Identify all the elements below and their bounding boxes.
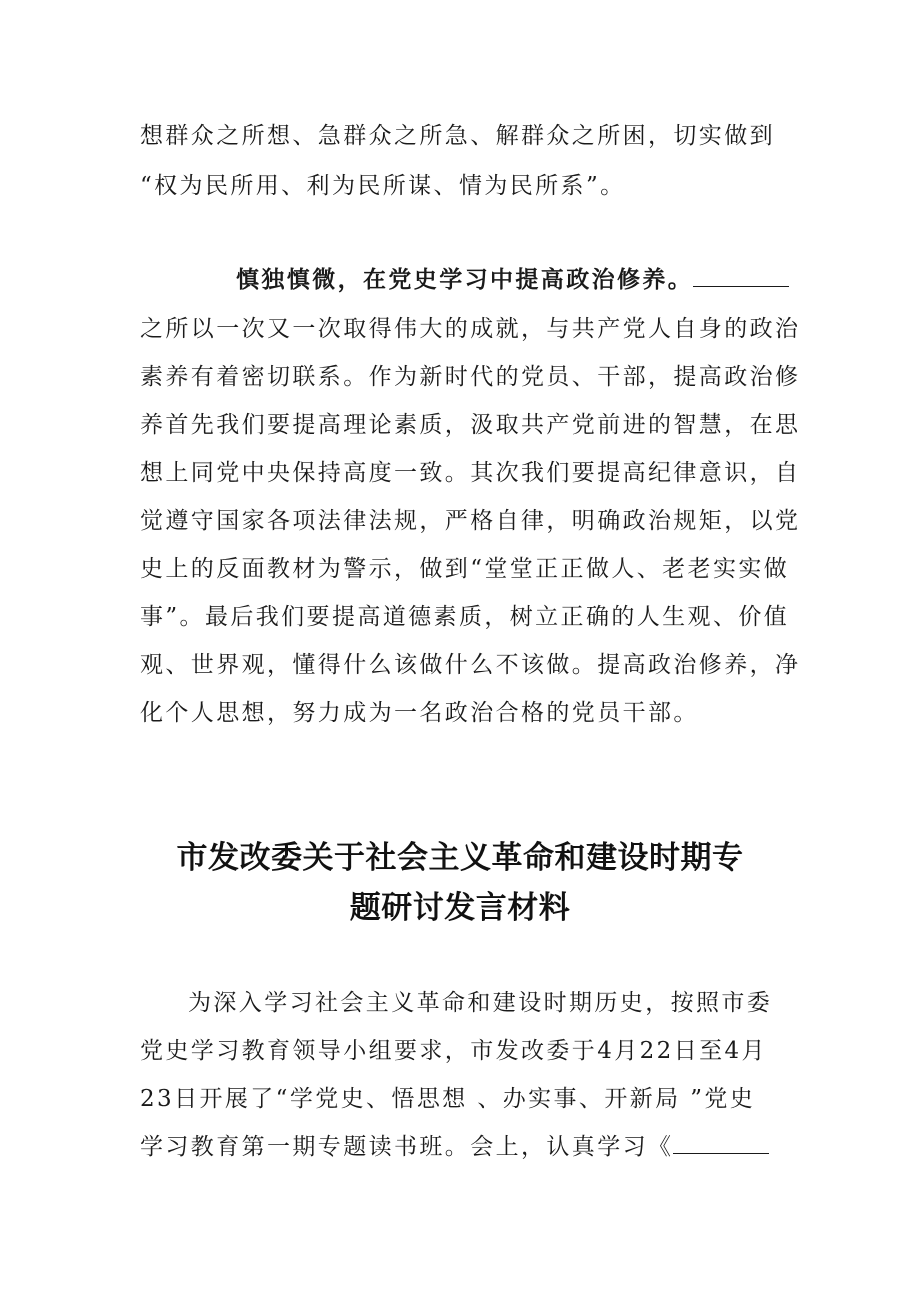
paragraph-line: 化个人思想，努力成为一名政治合格的党员干部。 bbox=[140, 700, 699, 726]
paragraph-line-with-blank bbox=[140, 1132, 769, 1162]
paragraph-line: “权为民所用、利为民所谋、情为民所系”。 bbox=[140, 173, 626, 199]
article-title-line2: 题研讨发言材料 bbox=[349, 890, 571, 926]
article-title-line1: 市发改委关于社会主义革命和建设时期专 bbox=[176, 840, 744, 876]
paragraph-line: 观、世界观，懂得什么该做什么不该做。提高政治修养，净 bbox=[140, 652, 801, 678]
paragraph-line: 觉遵守国家各项法律法规，严格自律，明确政治规矩，以党 bbox=[140, 508, 801, 534]
paragraph-text: 学习教育第一期专题读书班。会上，认真学习《 bbox=[140, 1134, 674, 1160]
paragraph-line: 23日开展了“学党史、悟思想 、办实事、开新局 ”党史 bbox=[140, 1086, 756, 1112]
paragraph-line: 史上的反面教材为警示，做到“堂堂正正做人、老老实实做 bbox=[140, 556, 790, 582]
paragraph-line: 为深入学习社会主义革命和建设时期历史，按照市委 bbox=[188, 990, 773, 1016]
paragraph-line: 素养有着密切联系。作为新时代的党员、干部，提高政治修 bbox=[140, 364, 801, 390]
paragraph-line: 想群众之所想、急群众之所急、解群众之所困，切实做到 bbox=[140, 123, 775, 149]
paragraph-line: 想上同党中央保持高度一致。其次我们要提高纪律意识，自 bbox=[140, 460, 801, 486]
blank-underline bbox=[673, 1133, 769, 1154]
paragraph-line: 养首先我们要提高理论素质，汲取共产党前进的智慧，在思 bbox=[140, 412, 801, 438]
section-heading-line bbox=[236, 265, 789, 295]
blank-underline bbox=[693, 266, 789, 287]
paragraph-line: 事”。最后我们要提高道德素质，树立正确的人生观、价值 bbox=[140, 604, 790, 630]
paragraph-line: 之所以一次又一次取得伟大的成就，与共产党人自身的政治 bbox=[140, 316, 801, 342]
section-heading: 慎独慎微，在党史学习中提高政治修养。 bbox=[236, 266, 694, 293]
paragraph-line: 党史学习教育领导小组要求，市发改委于4月22日至4月 bbox=[140, 1038, 767, 1064]
